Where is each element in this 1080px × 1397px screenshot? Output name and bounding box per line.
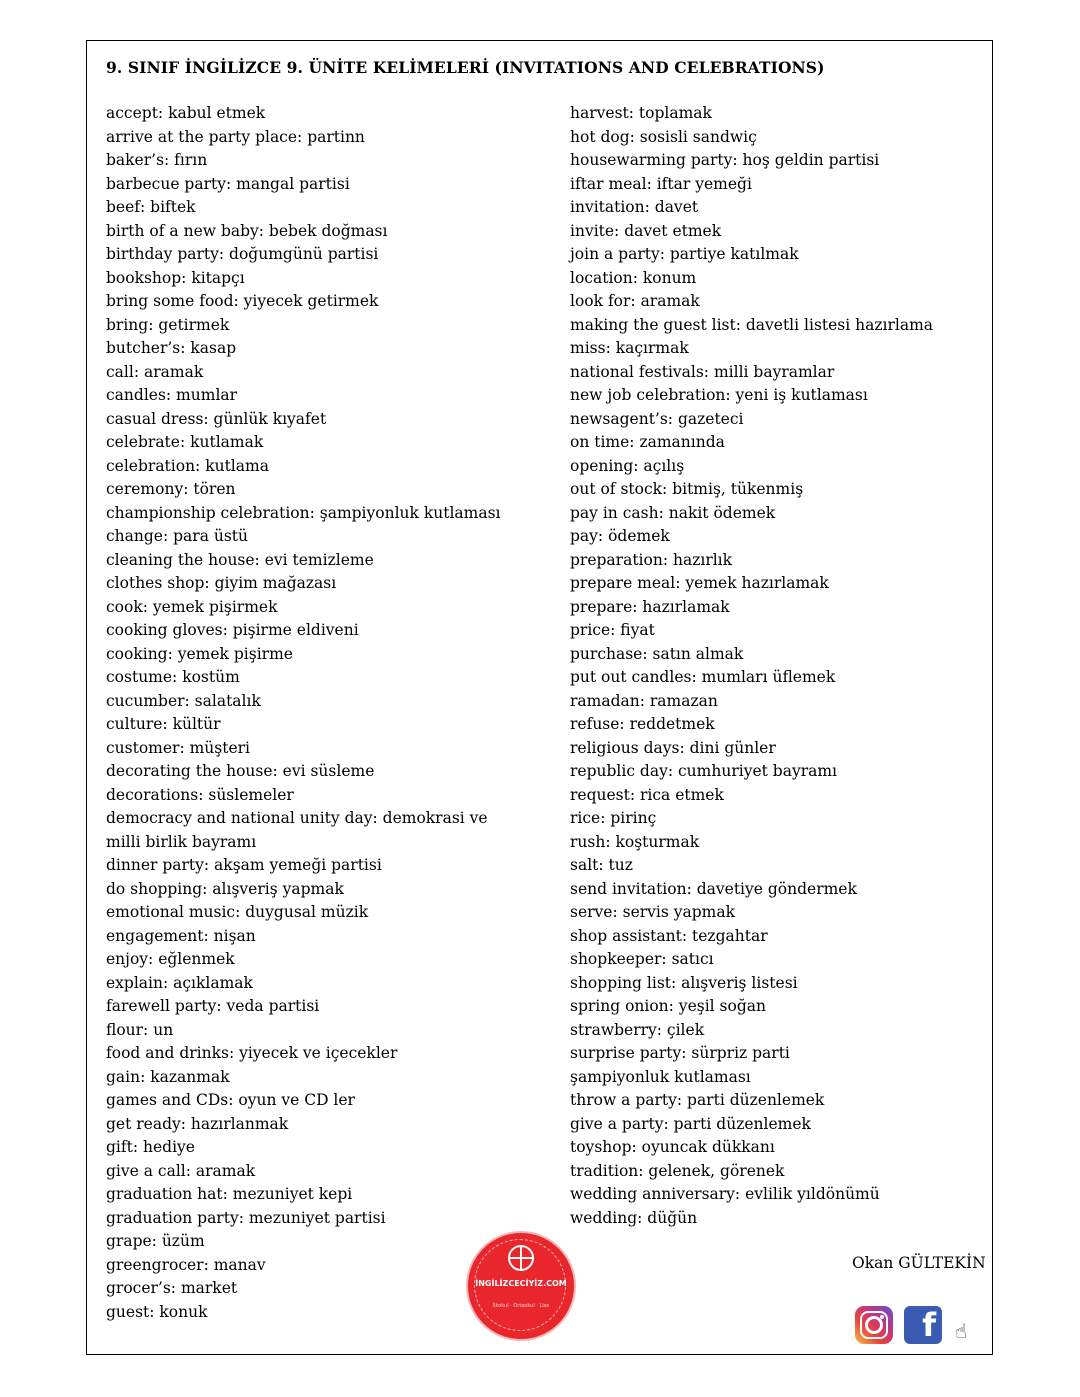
vocab-item: culture: kültür [106, 715, 221, 733]
vocab-item: baker’s: fırın [106, 151, 208, 169]
vocab-item: pay in cash: nakit ödemek [570, 503, 776, 522]
vocab-item: emotional music: duygusal müzik [106, 903, 369, 921]
vocab-item: wedding anniversary: evlilik yıldönümü [570, 1185, 880, 1203]
vocab-item: grape: üzüm [106, 1232, 205, 1250]
vocab-item: enjoy: eğlenmek [106, 950, 235, 968]
vocab-item: surprise party: sürpriz parti [570, 1044, 790, 1062]
vocab-item: şampiyonluk kutlaması [570, 1067, 751, 1086]
vocab-item: do shopping: alışveriş yapmak [106, 879, 344, 898]
facebook-glyph: f [922, 1306, 936, 1344]
vocab-item: purchase: satın almak [570, 644, 744, 663]
vocab-item: clothes shop: giyim mağazası [106, 574, 337, 592]
vocab-item: invitation: davet [570, 198, 699, 216]
logo-tagline: İlkokul · Ortaokul · Lise [492, 1303, 550, 1309]
site-logo[interactable] [468, 1233, 574, 1339]
vocab-item: graduation party: mezuniyet partisi [106, 1208, 386, 1227]
vocab-item: request: rica etmek [570, 785, 724, 804]
vocab-item: democracy and national unity day: demokrasi ve milli birlik bayramı [106, 809, 488, 851]
vocab-item: shop assistant: tezgahtar [570, 926, 768, 945]
vocab-item: butcher’s: kasap [106, 339, 237, 357]
vocab-item: on time: zamanında [570, 433, 725, 451]
vocab-item: gain: kazanmak [106, 1067, 230, 1086]
instagram-icon[interactable] [855, 1306, 893, 1344]
vocab-item: celebration: kutlama [106, 456, 269, 475]
vocab-item: shopping list: alışveriş listesi [570, 973, 798, 992]
vocab-item: prepare: hazırlamak [570, 597, 730, 616]
vocab-item: housewarming party: hoş geldin partisi [570, 151, 880, 169]
vocab-item: new job celebration: yeni iş kutlaması [570, 386, 868, 404]
vocab-item: give a party: parti düzenlemek [570, 1114, 811, 1133]
vocab-item: bring some food: yiyecek getirmek [106, 292, 379, 310]
vocab-item: costume: kostüm [106, 668, 240, 686]
vocab-item: birth of a new baby: bebek doğması [106, 221, 388, 240]
author-name: Okan GÜLTEKİN [852, 1254, 986, 1272]
vocab-item: call: aramak [106, 362, 204, 381]
vocab-item: salt: tuz [570, 856, 633, 874]
vocab-item: put out candles: mumları üflemek [570, 668, 836, 686]
pointer-hand-icon: ☝ [955, 1319, 968, 1343]
vocab-item: cook: yemek pişirmek [106, 597, 278, 616]
vocab-item: hot dog: sosisli sandwiç [570, 127, 757, 146]
vocab-item: newsagent’s: gazeteci [570, 409, 744, 428]
vocab-item: strawberry: çilek [570, 1020, 705, 1039]
vocab-item: shopkeeper: satıcı [570, 950, 714, 968]
vocab-item: republic day: cumhuriyet bayramı [570, 762, 838, 780]
vocab-item: tradition: gelenek, görenek [570, 1161, 785, 1180]
vocab-item: national festivals: milli bayramlar [570, 362, 835, 381]
vocab-item: rice: pirinç [570, 809, 657, 827]
vocab-item: ramadan: ramazan [570, 691, 718, 710]
vocab-item: give a call: aramak [106, 1161, 256, 1180]
vocab-item: bookshop: kitapçı [106, 268, 245, 287]
vocab-item: pay: ödemek [570, 527, 670, 545]
vocab-item: arrive at the party place: partinn [106, 127, 365, 146]
vocab-item: grocer’s: market [106, 1279, 238, 1297]
facebook-icon[interactable] [904, 1306, 942, 1344]
vocab-item: games and CDs: oyun ve CD ler [106, 1091, 355, 1109]
vocab-item: opening: açılış [570, 456, 685, 475]
vocab-item: toyshop: oyuncak dükkanı [570, 1138, 775, 1156]
vocab-item: ceremony: tören [106, 480, 236, 498]
logo-brand-text: İNGİLİZCECİYİZ.COM [475, 1279, 567, 1288]
vocab-item: wedding: düğün [570, 1208, 698, 1227]
vocab-item: decorations: süslemeler [106, 785, 294, 804]
vocab-item: cucumber: salatalık [106, 691, 261, 710]
vocab-item: cooking gloves: pişirme eldiveni [106, 621, 359, 639]
page-title: 9. SINIF İNGİLİZCE 9. ÜNİTE KELİMELERİ (INVITATIONS AND CELEBRATIONS) [106, 58, 825, 77]
vocab-item: miss: kaçırmak [570, 339, 689, 357]
vocab-item: engagement: nişan [106, 926, 256, 945]
vocab-item: dinner party: akşam yemeği partisi [106, 856, 382, 874]
vocab-item: refuse: reddetmek [570, 715, 715, 733]
vocab-column-left [106, 102, 516, 1324]
vocab-item: invite: davet etmek [570, 221, 722, 240]
vocab-item: decorating the house: evi süsleme [106, 762, 375, 780]
vocab-item: look for: aramak [570, 292, 700, 310]
vocab-item: guest: konuk [106, 1302, 208, 1321]
vocab-item: harvest: toplamak [570, 104, 712, 122]
vocab-item: farewell party: veda partisi [106, 997, 320, 1015]
vocab-item: birthday party: doğumgünü partisi [106, 245, 379, 263]
vocab-item: rush: koşturmak [570, 832, 700, 851]
vocab-item: iftar meal: iftar yemeği [570, 174, 752, 193]
vocab-item: change: para üstü [106, 527, 249, 545]
vocab-item: preparation: hazırlık [570, 550, 733, 569]
vocab-item: championship celebration: şampiyonluk kutlaması [106, 503, 501, 522]
vocab-item: cooking: yemek pişirme [106, 644, 293, 663]
vocab-column-right [570, 102, 980, 1230]
vocab-item: beef: biftek [106, 198, 196, 216]
vocab-item: spring onion: yeşil soğan [570, 997, 766, 1015]
vocab-item: religious days: dini günler [570, 738, 776, 757]
vocab-item: casual dress: günlük kıyafet [106, 409, 327, 428]
vocab-item: graduation hat: mezuniyet kepi [106, 1185, 353, 1203]
vocab-item: candles: mumlar [106, 386, 238, 404]
instagram-dot [880, 1315, 884, 1319]
vocab-item: get ready: hazırlanmak [106, 1114, 289, 1133]
vocab-item: explain: açıklamak [106, 973, 253, 992]
vocab-item: bring: getirmek [106, 315, 230, 334]
vocab-item: location: konum [570, 268, 697, 287]
vocab-item: serve: servis yapmak [570, 903, 735, 921]
vocab-item: barbecue party: mangal partisi [106, 174, 350, 193]
vocab-item: accept: kabul etmek [106, 104, 266, 122]
vocab-item: food and drinks: yiyecek ve içecekler [106, 1044, 398, 1062]
vocab-item: greengrocer: manav [106, 1255, 266, 1274]
vocab-item: join a party: partiye katılmak [570, 245, 799, 263]
vocab-item: price: fiyat [570, 621, 655, 639]
vocab-item: gift: hediye [106, 1138, 195, 1156]
vocab-item: celebrate: kutlamak [106, 433, 264, 451]
vocab-item: flour: un [106, 1020, 174, 1039]
ferris-wheel-icon [508, 1245, 534, 1271]
vocab-item: throw a party: parti düzenlemek [570, 1091, 825, 1109]
vocab-item: prepare meal: yemek hazırlamak [570, 574, 829, 592]
vocab-item: customer: müşteri [106, 738, 251, 757]
vocab-item: send invitation: davetiye göndermek [570, 879, 857, 898]
vocab-item: cleaning the house: evi temizleme [106, 550, 374, 569]
vocab-item: out of stock: bitmiş, tükenmiş [570, 480, 804, 498]
vocab-item: making the guest list: davetli listesi hazırlama [570, 315, 934, 334]
